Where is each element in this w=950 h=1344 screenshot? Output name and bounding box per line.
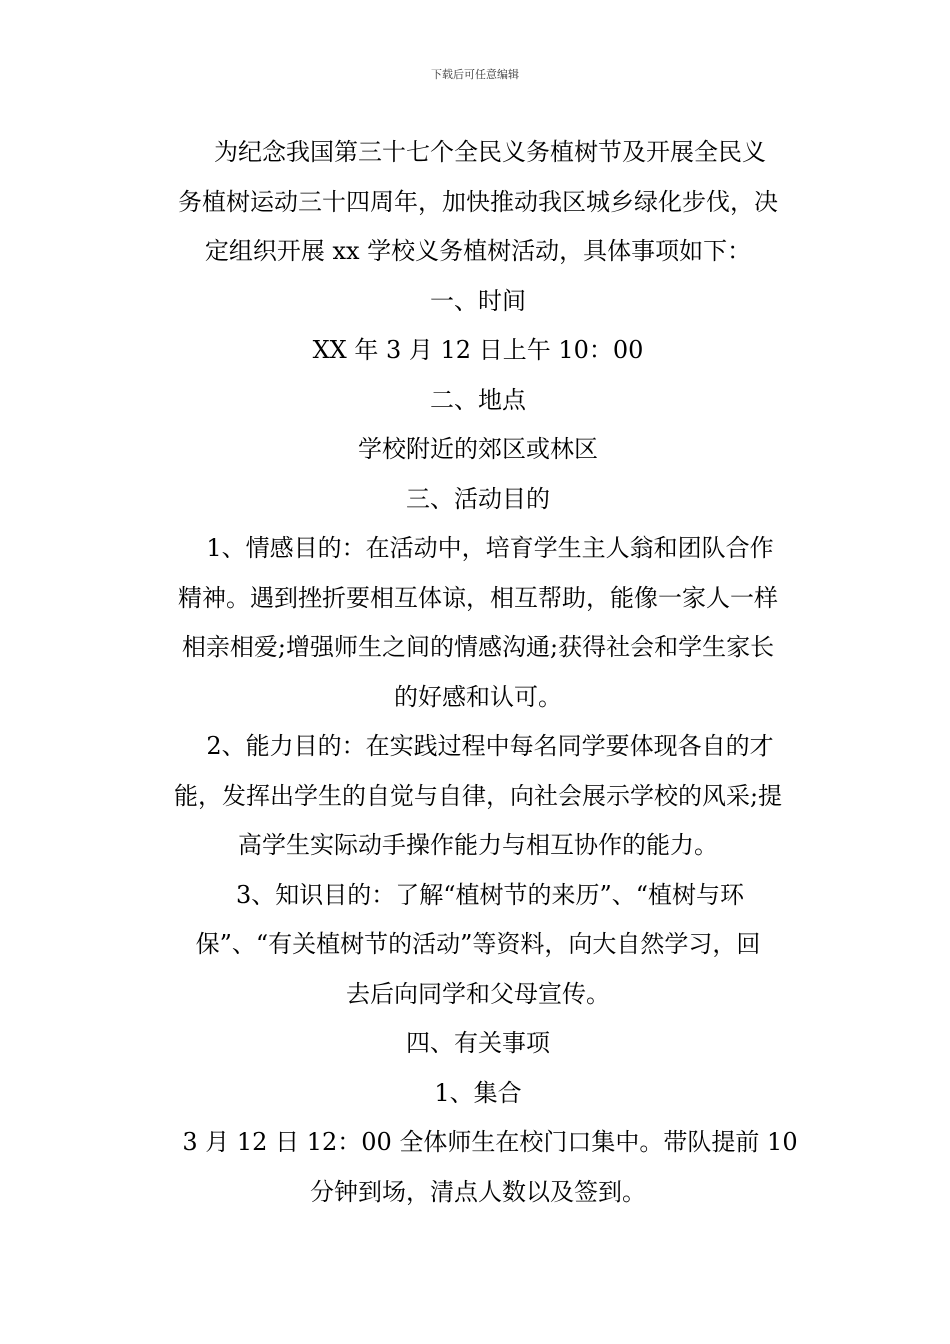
- goal-emotion-line-1: 1、情感目的：在活动中，培育学生主人翁和团队合作: [182, 534, 774, 562]
- time-value: XX 年 3 月 12 日上午 10：00: [312, 336, 644, 364]
- gathering-line-2: 分钟到场，清点人数以及签到。: [310, 1177, 646, 1206]
- section-heading-location: 二、地点: [430, 385, 526, 414]
- intro-line-3: 定组织开展 xx 学校义务植树活动，具体事项如下：: [204, 237, 752, 265]
- goal-ability-line-3: 高学生实际动手操作能力与相互协作的能力。: [238, 831, 718, 859]
- goal-emotion-line-2: 精神。遇到挫折要相互体谅，相互帮助，能像一家人一样: [178, 583, 778, 612]
- section-heading-matters: 四、有关事项: [406, 1029, 550, 1057]
- location-value: 学校附近的郊区或林区: [358, 435, 598, 463]
- goal-emotion-line-3: 相亲相爱;增强师生之间的情感沟通;获得社会和学生家长: [181, 633, 775, 661]
- gathering-line-1: 3 月 12 日 12：00 全体师生在校门口集中。带队提前 10: [158, 1128, 798, 1156]
- intro-line-2: 务植树运动三十四周年，加快推动我区城乡绿化步伐，决: [178, 187, 778, 216]
- page-header: 下载后可任意编辑: [431, 68, 519, 81]
- intro-line-1: 为纪念我国第三十七个全民义务植树节及开展全民义: [190, 138, 766, 166]
- goal-knowledge-line-1: 3、知识目的：了解“植树节的来历”、“植树与环: [211, 880, 745, 909]
- document-body: [150, 128, 806, 1217]
- section-heading-time: 一、时间: [430, 286, 526, 315]
- goal-emotion-line-4: 的好感和认可。: [394, 682, 562, 711]
- goal-knowledge-line-3: 去后向同学和父母宣传。: [346, 979, 610, 1008]
- goal-knowledge-line-2: 保”、“有关植树节的活动”等资料，向大自然学习，回: [195, 930, 761, 958]
- subheading-gathering: 1、集合: [434, 1078, 522, 1107]
- section-heading-goals: 三、活动目的: [406, 484, 550, 513]
- goal-ability-line-1: 2、能力目的：在实践过程中每名同学要体现各自的才: [182, 732, 774, 760]
- goal-ability-line-2: 能，发挥出学生的自觉与自律，向社会展示学校的风采;提: [173, 781, 783, 810]
